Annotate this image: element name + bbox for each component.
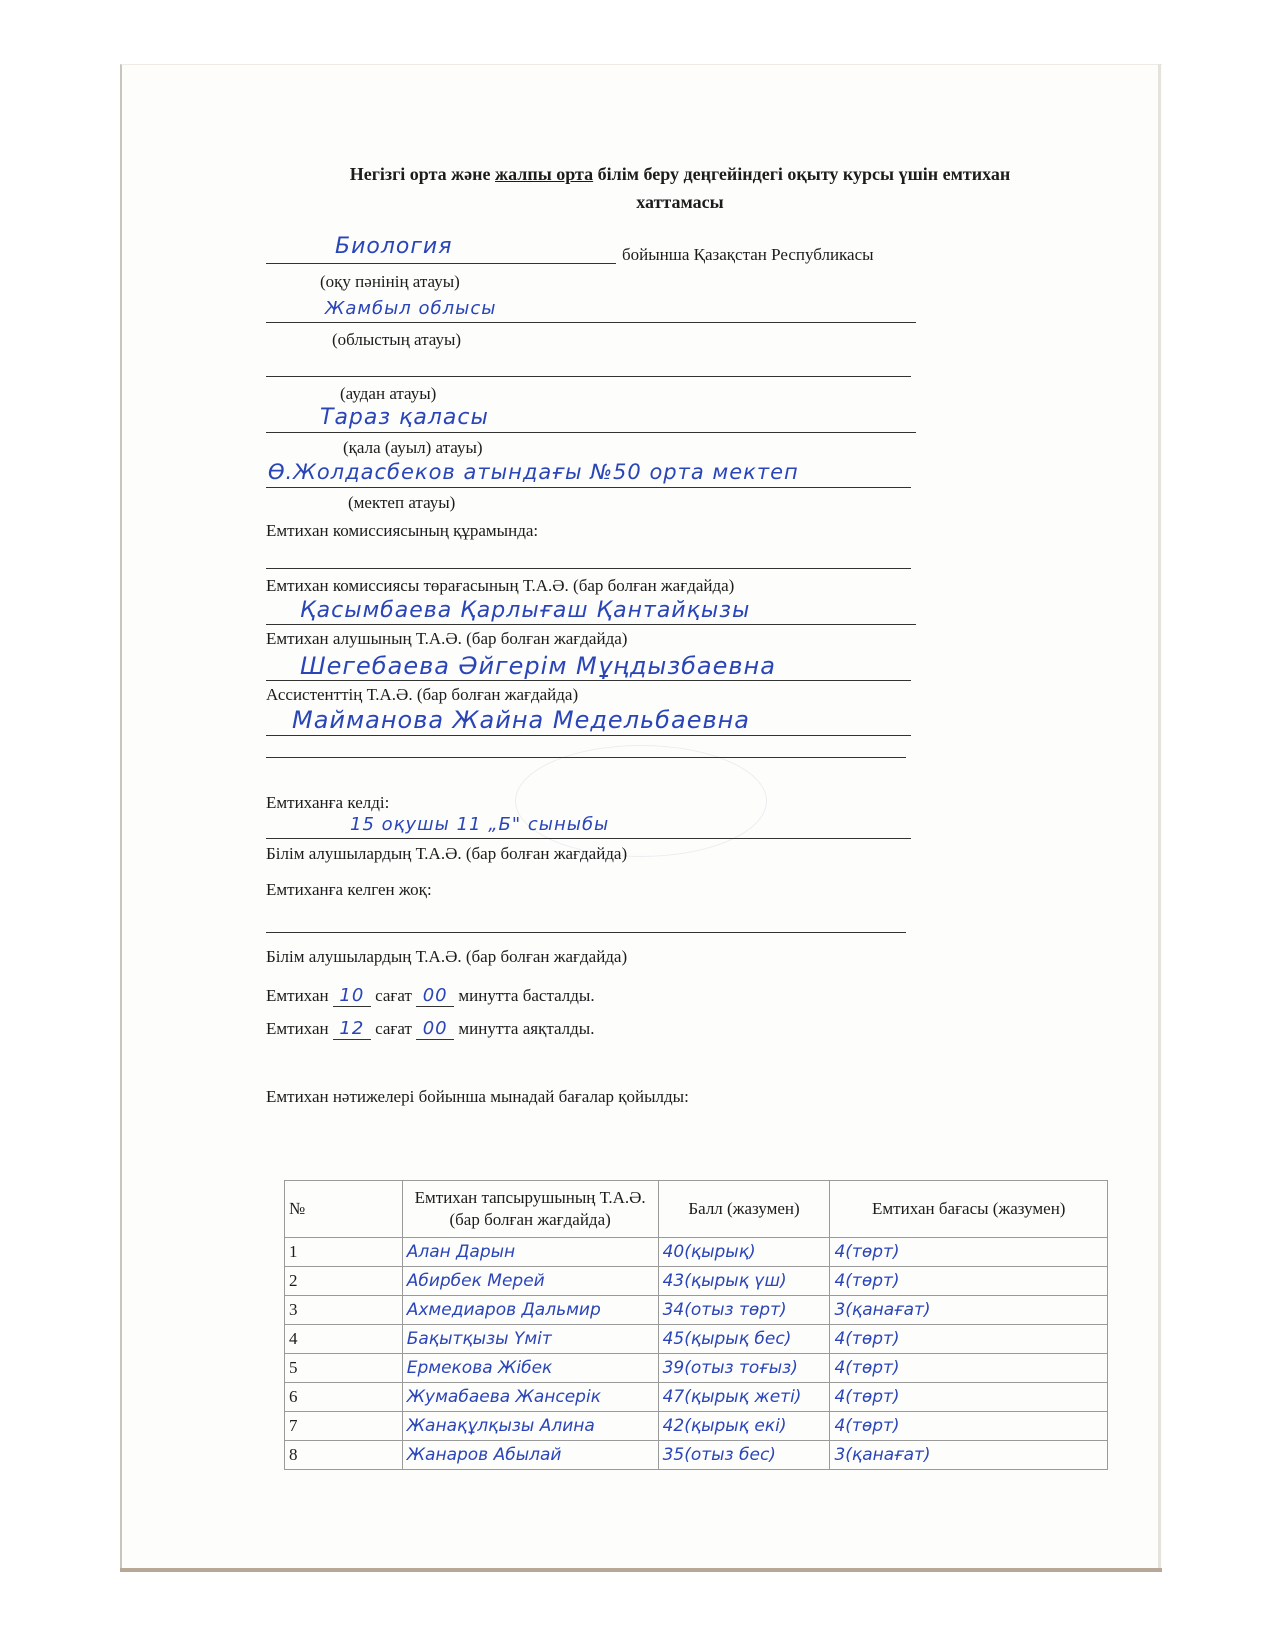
student-grade: 3(қанағат) [830, 1441, 1108, 1470]
student-score: 43(қырық үш) [658, 1267, 830, 1296]
row-number: 6 [285, 1383, 403, 1412]
end-time-row [266, 1018, 594, 1040]
district-line [266, 376, 911, 377]
row-number: 4 [285, 1325, 403, 1354]
attended-label: Емтиханға келді: [266, 793, 390, 812]
student-name: Жумабаева Жансерік [402, 1383, 658, 1412]
table-row [285, 1325, 1108, 1354]
start-suffix: минутта басталды. [458, 986, 595, 1005]
paper-edge-shadow [1158, 64, 1161, 1570]
student-name: Абирбек Мерей [402, 1267, 658, 1296]
row-number: 2 [285, 1267, 403, 1296]
end-suffix: минутта аяқталды. [458, 1019, 595, 1038]
examiner-label: Емтихан алушының Т.А.Ә. (бар болған жағдайда) [266, 629, 628, 648]
start-minute: 00 [416, 985, 454, 1007]
table-row [285, 1296, 1108, 1325]
chair-line [266, 624, 916, 625]
student-score: 34(отыз төрт) [658, 1296, 830, 1325]
attended-line [266, 838, 911, 839]
student-grade: 4(төрт) [830, 1383, 1108, 1412]
document-title-line1: Негізгі орта және жалпы орта білім беру деңгейіндегі оқыту курсы үшін емтихан [349, 164, 1011, 184]
student-grade: 4(төрт) [830, 1354, 1108, 1383]
students-label: Білім алушылардың Т.А.Ә. (бар болған жағдайда) [266, 844, 628, 863]
student-score: 35(отыз бес) [658, 1441, 830, 1470]
student-score: 47(қырық жеті) [658, 1383, 830, 1412]
header-grade: Емтихан бағасы (жазумен) [830, 1181, 1108, 1238]
student-name: Бақытқызы Үміт [402, 1325, 658, 1354]
student-name: Жанаров Абылай [402, 1441, 658, 1470]
table-row [285, 1383, 1108, 1412]
row-number: 5 [285, 1354, 403, 1383]
student-grade: 3(қанағат) [830, 1296, 1108, 1325]
absent-line [266, 932, 906, 933]
city-label: (қала (ауыл) атауы) [343, 438, 483, 457]
table-row [285, 1412, 1108, 1441]
student-name: Ахмедиаров Дальмир [402, 1296, 658, 1325]
student-score: 39(отыз тоғыз) [658, 1354, 830, 1383]
row-number: 1 [285, 1238, 403, 1267]
examiner-line [266, 680, 911, 681]
student-score: 45(қырық бес) [658, 1325, 830, 1354]
row-number: 8 [285, 1441, 403, 1470]
region-label: (облыстың атауы) [332, 330, 462, 349]
header-number: № [285, 1181, 403, 1238]
results-header-row [285, 1181, 1108, 1238]
absent-label: Емтиханға келген жоқ: [266, 880, 432, 899]
results-table [284, 1180, 1108, 1470]
table-row [285, 1354, 1108, 1383]
hour-word-2: сағат [375, 1019, 412, 1038]
commission-label: Емтихан комиссиясының құрамында: [266, 521, 539, 540]
student-name: Ермекова Жібек [402, 1354, 658, 1383]
hour-word: сағат [375, 986, 412, 1005]
commission-line [266, 568, 911, 569]
exam-word: Емтихан [266, 986, 329, 1005]
assistant-value: Майманова Жайна Медельбаевна [292, 706, 750, 734]
extra-line [266, 757, 906, 758]
header-name: Емтихан тапсырушының Т.А.Ә. (бар болған жағдайда) [402, 1181, 658, 1238]
chair-value: Қасымбаева Қарлығаш Қантайқызы [300, 598, 751, 623]
region-value: Жамбыл облысы [325, 298, 497, 319]
student-score: 42(қырық екі) [658, 1412, 830, 1441]
student-score: 40(қырық) [658, 1238, 830, 1267]
assistant-label: Ассистенттің Т.А.Ә. (бар болған жағдайда) [266, 685, 579, 704]
row-number: 3 [285, 1296, 403, 1325]
city-value: Тараз қаласы [320, 405, 489, 430]
student-name: Алан Дарын [402, 1238, 658, 1267]
school-value: Ө.Жолдасбеков атындағы №50 орта мектеп [268, 460, 799, 484]
document-title-line2: хаттамасы [636, 192, 724, 212]
subject-suffix: бойынша Қазақстан Республикасы [622, 245, 874, 264]
table-row [285, 1441, 1108, 1470]
attended-value: 15 оқушы 11 „Б" сыныбы [350, 814, 610, 835]
student-grade: 4(төрт) [830, 1325, 1108, 1354]
row-number: 7 [285, 1412, 403, 1441]
city-line [266, 432, 916, 433]
paper-bottom-edge [120, 1568, 1162, 1572]
start-time-row [266, 985, 595, 1007]
chair-label: Емтихан комиссиясы төрағасының Т.А.Ә. (бар болған жағдайда) [266, 576, 735, 595]
faded-stamp [515, 745, 767, 857]
student-grade: 4(төрт) [830, 1238, 1108, 1267]
subject-label: (оқу пәнінің атауы) [320, 272, 460, 291]
student-grade: 4(төрт) [830, 1267, 1108, 1296]
examiner-value: Шегебаева Әйгерім Мұңдызбаевна [300, 652, 776, 680]
school-line [266, 487, 911, 488]
exam-word-2: Емтихан [266, 1019, 329, 1038]
table-row [285, 1238, 1108, 1267]
student-name: Жанақұлқызы Алина [402, 1412, 658, 1441]
assistant-line [266, 735, 911, 736]
end-minute: 00 [416, 1018, 454, 1040]
region-line [266, 322, 916, 323]
header-score: Балл (жазумен) [658, 1181, 830, 1238]
subject-value: Биология [335, 234, 453, 259]
school-label: (мектеп атауы) [348, 493, 456, 512]
end-hour: 12 [333, 1018, 371, 1040]
students-label-2: Білім алушылардың Т.А.Ә. (бар болған жағдайда) [266, 947, 628, 966]
results-intro: Емтихан нәтижелері бойынша мынадай бағалар қойылды: [266, 1087, 689, 1106]
subject-line [266, 263, 616, 264]
table-row [285, 1267, 1108, 1296]
district-label: (аудан атауы) [340, 384, 437, 403]
start-hour: 10 [333, 985, 371, 1007]
student-grade: 4(төрт) [830, 1412, 1108, 1441]
